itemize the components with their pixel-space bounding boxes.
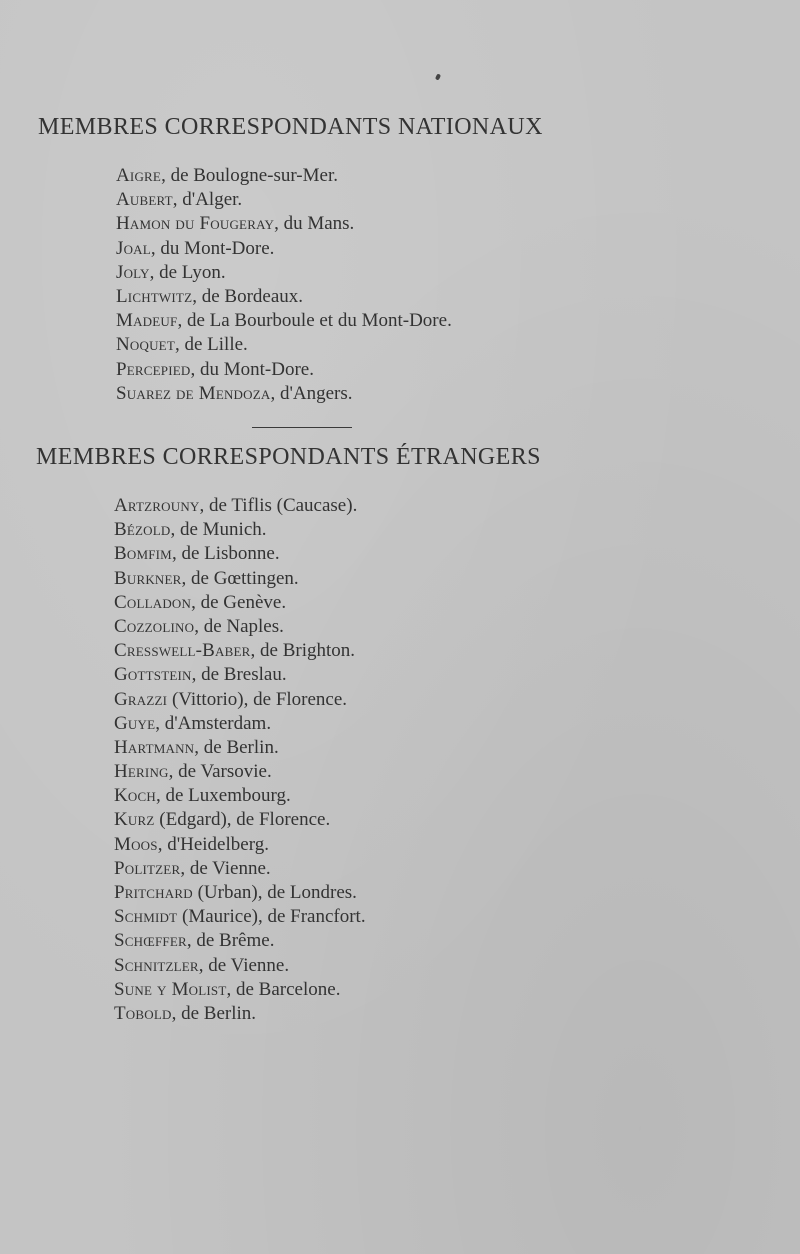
member-name: Madeuf [116, 310, 178, 332]
member-name: Kurz [114, 809, 155, 831]
list-item [114, 591, 366, 615]
member-location: , de Berlin. [194, 736, 279, 758]
list-item [114, 567, 366, 591]
member-location: , de Varsovie. [168, 761, 272, 783]
list-item [114, 1002, 366, 1026]
member-location: , de La Bourboule et du Mont-Dore. [177, 310, 452, 332]
member-location: , du Mont-Dore. [190, 358, 314, 380]
list-item [116, 309, 452, 333]
member-location: , de Lyon. [149, 261, 226, 283]
member-name: Pritchard [114, 882, 193, 903]
member-location: , de Boulogne-sur-Mer. [161, 165, 338, 186]
list-item [114, 929, 366, 953]
member-location: , de Vienne. [198, 954, 290, 976]
member-location: , d'Amsterdam. [155, 712, 272, 734]
member-location: , de Barcelone. [226, 978, 341, 1000]
list-item [114, 954, 366, 978]
member-name: Grazzi [114, 688, 168, 710]
member-name: Bézold [114, 519, 171, 541]
list-item [116, 261, 452, 285]
member-location: (Maurice), de Francfort. [177, 906, 366, 928]
list-item [114, 518, 366, 542]
member-name: Joly [116, 261, 150, 283]
list-item [114, 494, 366, 518]
member-location: (Vittorio), de Florence. [167, 688, 348, 710]
member-location: , de Breslau. [191, 664, 287, 686]
list-item [114, 712, 366, 736]
list-item [114, 760, 366, 784]
list-item [114, 615, 366, 639]
member-name: Hering [114, 761, 169, 783]
member-name: Bomfim [114, 543, 172, 565]
member-name: Schœffer [114, 930, 187, 952]
member-name: Suarez de Mendoza [116, 382, 271, 404]
member-location: , de Gœttingen. [181, 567, 299, 589]
list-item [114, 905, 366, 929]
member-location: , de Naples. [194, 615, 284, 637]
member-location: , d'Heidelberg. [157, 833, 269, 855]
list-item [114, 736, 366, 760]
member-location: , du Mans. [274, 213, 355, 235]
member-location: , de Brighton. [250, 640, 356, 662]
list-item [114, 784, 366, 808]
member-location: , de Tiflis (Caucase). [199, 495, 358, 516]
member-name: Hamon du Fougeray [116, 213, 275, 235]
member-location: , d'Alger. [172, 189, 243, 211]
member-name: Tobold [114, 1002, 172, 1024]
member-name: Schnitzler [114, 954, 199, 976]
member-location: , de Bordeaux. [192, 285, 304, 307]
member-name: Cresswell-Baber [114, 640, 251, 662]
member-location: (Edgard), de Florence. [154, 809, 331, 831]
member-name: Burkner [114, 567, 182, 589]
member-name: Artzrouny [114, 495, 200, 516]
list-item [114, 663, 366, 687]
members-list-nationaux [116, 164, 452, 406]
member-location: , d'Angers. [270, 382, 353, 404]
member-location: , de Berlin. [171, 1002, 257, 1024]
member-name: Politzer [114, 857, 181, 879]
member-location: , de Lille. [174, 334, 248, 356]
member-name: Schmidt [114, 906, 178, 928]
list-item [116, 358, 452, 382]
member-name: Hartmann [114, 736, 195, 758]
list-item [114, 881, 366, 905]
member-location: , de Brême. [186, 930, 275, 952]
list-item [114, 639, 366, 663]
member-name: Guye [114, 712, 156, 734]
member-name: Noquet [116, 334, 175, 356]
list-item [116, 212, 452, 236]
members-list-etrangers [114, 494, 366, 1026]
member-location: (Urban), de Londres. [192, 882, 357, 903]
member-name: Aigre [116, 165, 162, 186]
member-name: Colladon [114, 591, 192, 613]
member-name: Sune y Molist [114, 978, 227, 1000]
member-location: , de Vienne. [180, 857, 271, 879]
member-name: Cozzolino [114, 615, 195, 637]
list-item [116, 382, 452, 406]
list-item [116, 188, 452, 212]
list-item [116, 237, 452, 261]
section-heading-nationaux: MEMBRES CORRESPONDANTS NATIONAUX [38, 114, 543, 140]
list-item [114, 833, 366, 857]
member-name: Joal [116, 237, 151, 259]
list-item [116, 285, 452, 309]
member-location: , du Mont-Dore. [150, 237, 275, 259]
member-location: , de Luxembourg. [155, 785, 291, 807]
list-item [114, 688, 366, 712]
list-item [114, 808, 366, 832]
section-heading-etrangers: MEMBRES CORRESPONDANTS ÉTRANGERS [36, 444, 541, 470]
member-location: , de Munich. [170, 519, 267, 541]
list-item [114, 542, 366, 566]
member-location: , de Lisbonne. [171, 543, 280, 565]
list-item [114, 857, 366, 881]
list-item [116, 333, 452, 357]
member-name: Moos [114, 833, 158, 855]
member-name: Koch [114, 785, 156, 807]
member-location: , de Genève. [191, 591, 287, 613]
list-item [116, 164, 452, 188]
list-item [114, 978, 366, 1002]
ink-speck [435, 73, 441, 80]
member-name: Gottstein [114, 664, 192, 686]
section-divider [252, 427, 352, 428]
member-name: Percepied [116, 358, 191, 380]
member-name: Lichtwitz [116, 285, 193, 307]
member-name: Aubert [116, 189, 173, 211]
